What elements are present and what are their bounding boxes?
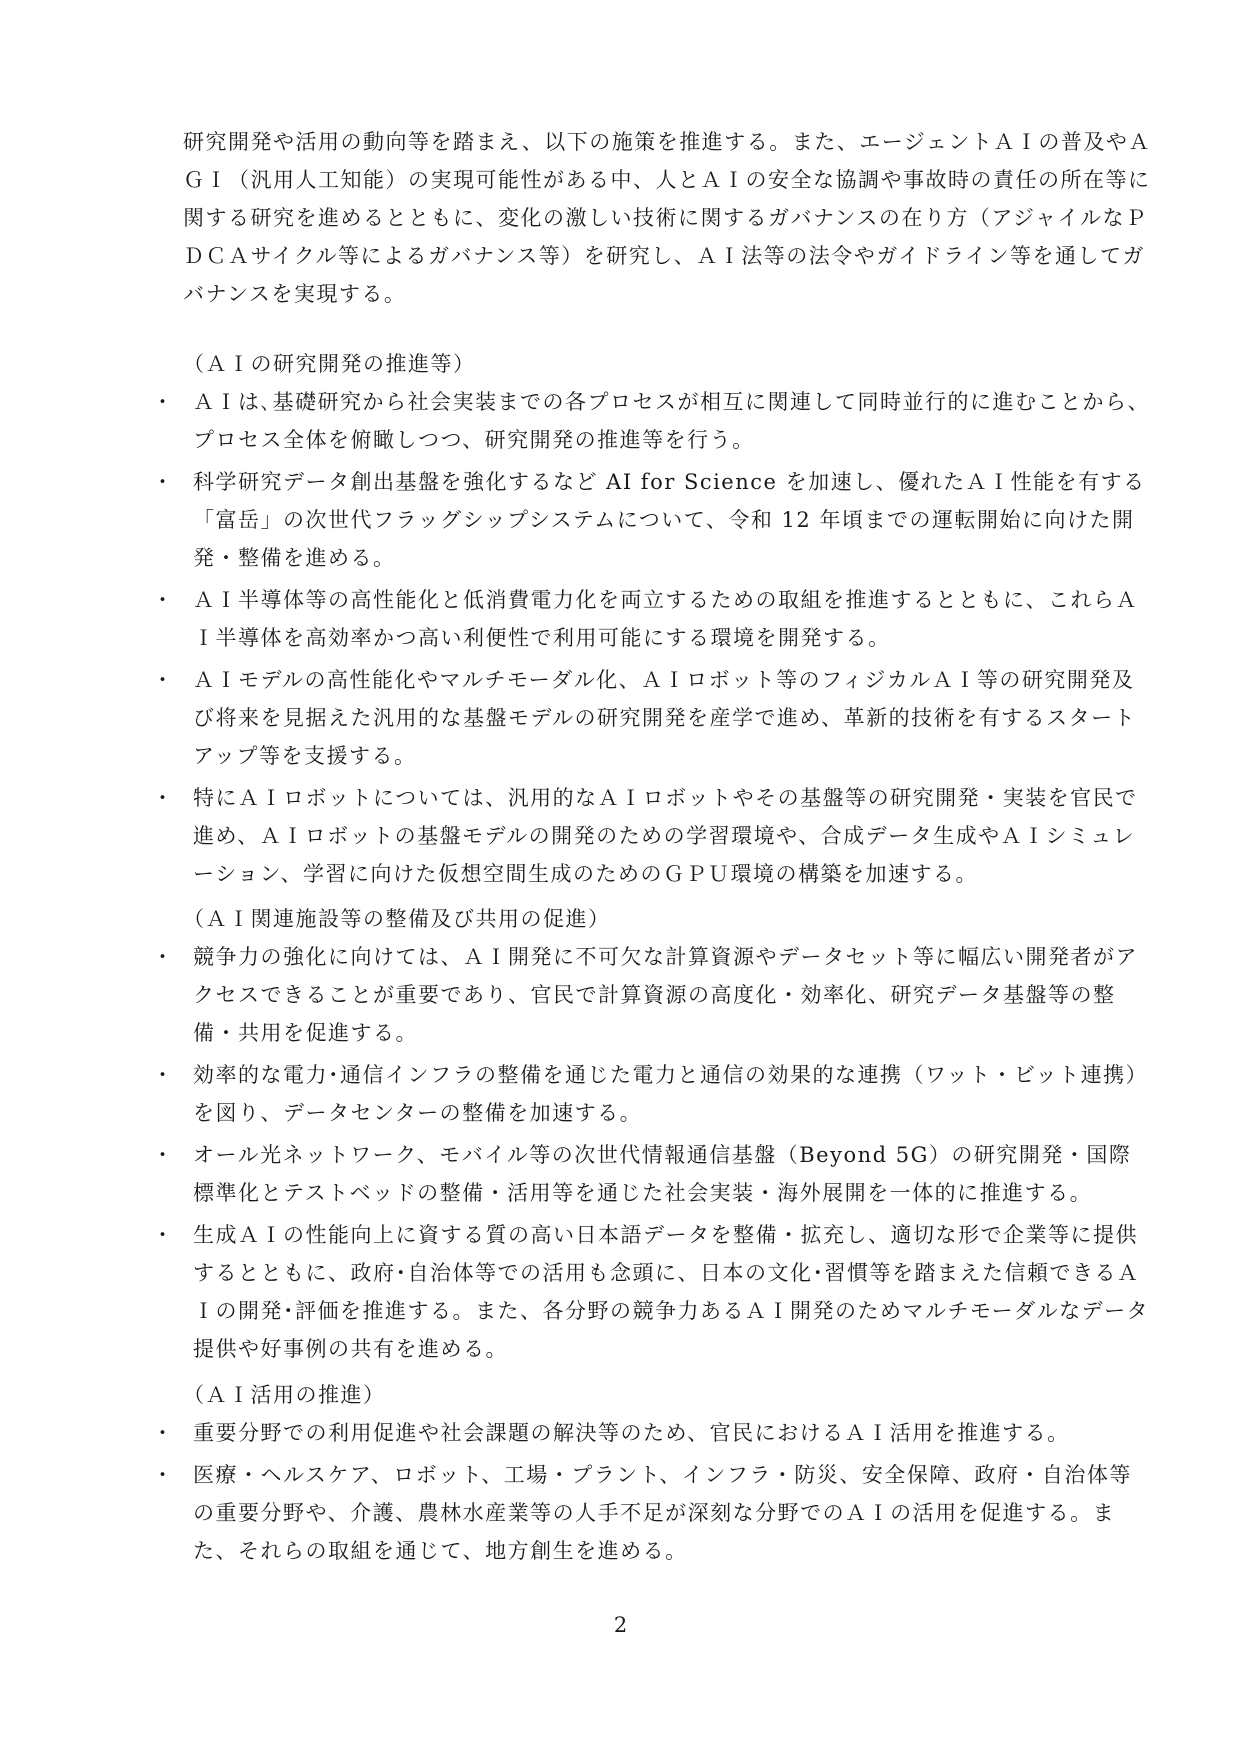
intro-block (183, 123, 1151, 313)
list-item (152, 581, 1152, 657)
list-item-text: 競争力の強化に向けては、ＡＩ開発に不可欠な計算資源やデータセット等に幅広い開発者がアクセスできることが重要であり、官民で計算資源の高度化・効率化、研究データ基盤等の整備・共用を促進する。 (193, 945, 1138, 1045)
list-item (152, 938, 1152, 1052)
section-list-facilities (152, 938, 1152, 1372)
list-item (152, 1414, 1152, 1452)
list-item-text: ＡＩは､基礎研究から社会実装までの各プロセスが相互に関連して同時並行的に進むことから、プロセス全体を俯瞰しつつ、研究開発の推進等を行う。 (193, 390, 1150, 452)
list-item-text: オール光ネットワーク、モバイル等の次世代情報通信基盤（Beyond 5G）の研究開発・国際標準化とテストベッドの整備・活用等を通じた社会実装・海外展開を一体的に推進する。 (193, 1143, 1132, 1205)
list-item (152, 1216, 1152, 1368)
bullet-icon: ・ (152, 1223, 175, 1247)
list-item (152, 463, 1152, 577)
list-item-text: 特にＡＩロボットについては、汎用的なＡＩロボットやその基盤等の研究開発・実装を官民で進め、ＡＩロボットの基盤モデルの開発のための学習環境や、合成データ生成やＡＩシミュレーション、学習に向けた仮想空間生成のためのＧＰＵ環境の構築を加速する。 (193, 786, 1138, 886)
bullet-icon: ・ (152, 1421, 175, 1445)
list-item (152, 1136, 1152, 1212)
list-item-text: ＡＩモデルの高性能化やマルチモーダル化、ＡＩロボット等のフィジカルＡＩ等の研究開発及び将来を見据えた汎用的な基盤モデルの研究開発を産学で進め、革新的技術を有するスタートアップ等を支援する。 (193, 668, 1137, 768)
list-item-text: 生成ＡＩの性能向上に資する質の高い日本語データを整備・拡充し、適切な形で企業等に提供するとともに、政府･自治体等での活用も念頭に、日本の文化･習慣等を踏まえた信頼できるＡＩの開発･評価を推進する。また、各分野の競争力あるＡＩ開発のためマルチモーダルなデータ提供や好事例の共有を進める。 (193, 1223, 1150, 1361)
page-number: 2 (613, 1613, 628, 1637)
list-item-text: 医療・ヘルスケア、ロボット、工場・プラント、インフラ・防災、安全保障、政府・自治体等の重要分野や、介護、農林水産業等の人手不足が深刻な分野でのＡＩの活用を促進する。また、それらの取組を通じて、地方創生を進める。 (193, 1463, 1132, 1563)
list-item-text: 効率的な電力･通信インフラの整備を通じた電力と通信の効果的な連携（ワット・ビット連携）を図り、データセンターの整備を加速する。 (193, 1063, 1149, 1125)
section-heading-facilities: （ＡＩ関連施設等の整備及び共用の促進） (183, 907, 611, 931)
list-item (152, 779, 1152, 893)
bullet-icon: ・ (152, 1063, 175, 1087)
list-item-text: ＡＩ半導体等の高性能化と低消費電力化を両立するための取組を推進するとともに、これらＡＩ半導体を高効率かつ高い利便性で利用可能にする環境を開発する。 (193, 588, 1138, 650)
bullet-icon: ・ (152, 470, 175, 494)
section-heading-ai-rnd: （ＡＩの研究開発の推進等） (183, 352, 476, 376)
list-item (152, 661, 1152, 775)
bullet-icon: ・ (152, 945, 175, 969)
list-item (152, 1456, 1152, 1570)
intro-paragraph: 研究開発や活用の動向等を踏まえ、以下の施策を推進する。また、エージェントＡＩの普及やＡＧＩ（汎用人工知能）の実現可能性がある中、人とＡＩの安全な協調や事故時の責任の所在等に関する研究を進めるとともに、変化の激しい技術に関するガバナンスの在り方（アジャイルなＰＤＣＡサイクル等によるガバナンス等）を研究し、ＡＩ法等の法令やガイドライン等を通してガバナンスを実現する。 (183, 130, 1151, 306)
list-item (152, 383, 1152, 459)
bullet-icon: ・ (152, 1463, 175, 1487)
bullet-icon: ・ (152, 588, 175, 612)
section-list-ai-rnd (152, 383, 1152, 897)
section-heading-utilization: （ＡＩ活用の推進） (183, 1383, 386, 1407)
list-item-text: 重要分野での利用促進や社会課題の解決等のため、官民におけるＡＩ活用を推進する。 (193, 1421, 1070, 1445)
bullet-icon: ・ (152, 1143, 175, 1167)
bullet-icon: ・ (152, 668, 175, 692)
list-item-text: 科学研究データ創出基盤を強化するなど AI for Science を加速し、優れたＡＩ性能を有する「富岳」の次世代フラッグシップシステムについて、令和 12 年頃までの運転開始に向けた開発・整備を進める。 (193, 470, 1146, 570)
bullet-icon: ・ (152, 786, 175, 810)
section-list-utilization (152, 1414, 1152, 1574)
list-item (152, 1056, 1152, 1132)
bullet-icon: ・ (152, 390, 175, 414)
